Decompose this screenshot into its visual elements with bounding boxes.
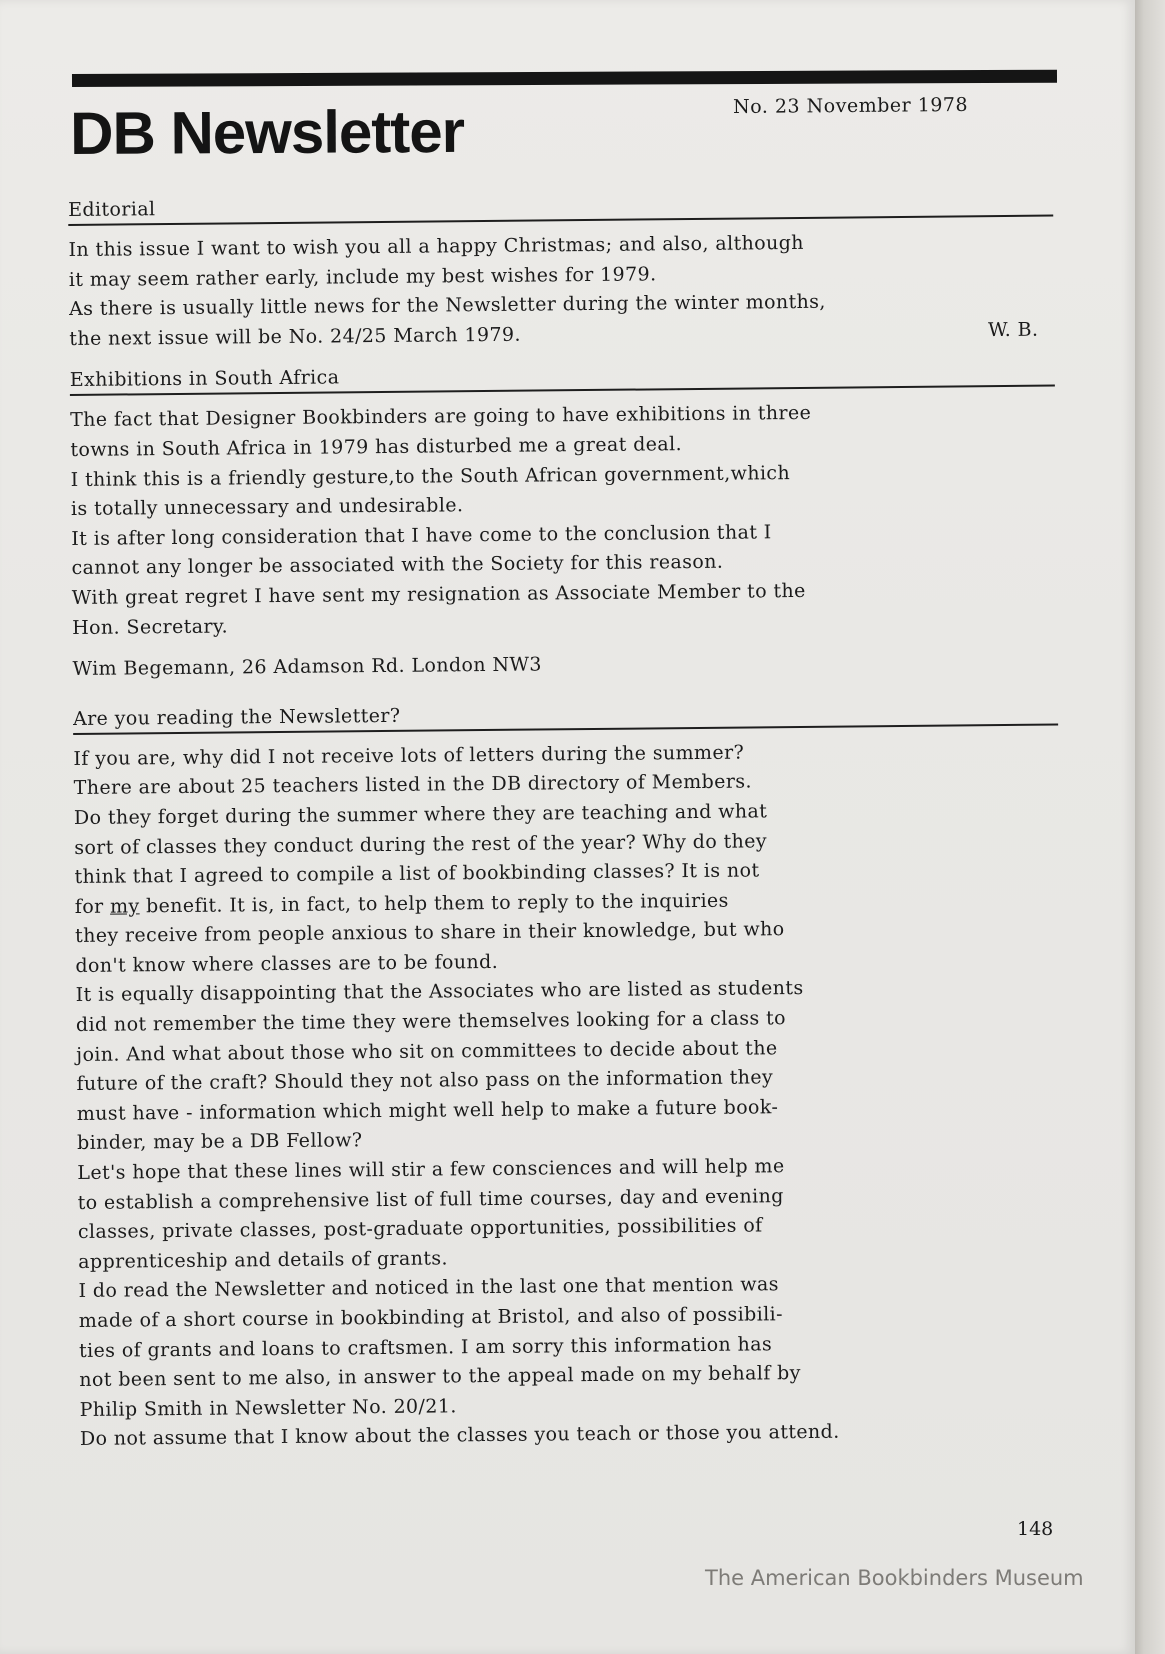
reading-line: join. And what about those who sit on committees to decide about the [76,1036,778,1066]
reading-line: think that I agreed to compile a list of bookbinding classes? It is not [74,859,760,889]
exhibitions-line: I think this is a friendly gesture,to the South African government,which [70,461,791,491]
exhibitions-section [70,357,1078,685]
reading-section [73,695,1085,1455]
issue-number-date: No. 23 November 1978 [733,93,969,118]
reading-line: don't know where classes are to be found. [75,950,499,977]
reading-line: ties of grants and loans to craftsmen. I am sorry this information has [78,1332,773,1362]
reading-line: classes, private classes, post-graduate opportunities, possibilities of [77,1214,763,1244]
editorial-line: As there is usually little news for the Newsletter during the winter months, [68,290,826,321]
exhibitions-line: The fact that Designer Bookbinders are going to have exhibitions in three [70,402,812,432]
exhibitions-line: towns in South Africa in 1979 has disturbed me a great deal. [70,433,683,461]
reading-line: they receive from people anxious to share in their knowledge, but who [75,918,785,948]
page-number: 148 [1017,1518,1054,1540]
editorial-line: In this issue I want to wish you all a happy Christmas; and also, although [68,231,804,261]
reading-line: Do not assume that I know about the classes you teach or those you attend. [79,1421,840,1451]
reading-line: future of the craft? Should they not also pass on the information they [76,1066,774,1096]
editor-signature: W. B. [987,318,1039,341]
emphasis-post: benefit. It is, in fact, to help them to reply to the inquiries [139,889,729,918]
editorial-section [68,186,1074,354]
reading-line: Do they forget during the summer where they are teaching and what [73,800,768,829]
emphasis-pre: for [74,895,111,918]
reading-line: to establish a comprehensive list of full time courses, day and evening [77,1184,784,1214]
reading-line: Let's hope that these lines will stir a few consciences and will help me [77,1155,785,1184]
editorial-line: it may seem rather early, include my best wishes for 1979. [68,262,657,291]
reading-line: binder, may be a DB Fellow? [76,1129,363,1155]
reading-line: It is equally disappointing that the Associates who are listed as students [75,977,804,1007]
exhibitions-line: It is after long consideration that I have come to the conclusion that I [71,521,772,550]
reading-line: There are about 25 teachers listed in the DB directory of Members. [73,770,753,800]
exhibitions-heading: Exhibitions in South Africa [70,357,1055,396]
editorial-heading: Editorial [68,187,1053,226]
article-column [68,186,1085,1455]
reading-line: I do read the Newsletter and noticed in the last one that mention was [78,1273,779,1303]
reading-heading: Are you reading the Newsletter? [73,695,1058,734]
reading-line: sort of classes they conduct during the rest of the year? Why do they [74,829,768,859]
underlined-my: my [109,895,140,918]
exhibitions-line: With great regret I have sent my resignation as Associate Member to the [71,579,806,609]
exhibitions-line: Hon. Secretary. [72,615,229,639]
reading-line: made of a short course in bookbinding at Bristol, and also of possibili- [78,1303,784,1332]
newsletter-title: DB Newsletter [69,97,465,167]
author-address: Wim Begemann, 26 Adamson Rd. London NW3 [72,653,542,681]
underlying-page-edge [1135,0,1165,1654]
reading-line: must have - information which might well help to make a future book- [76,1096,779,1125]
reading-line: If you are, why did I not receive lots of letters during the summer? [73,741,745,770]
exhibitions-line: is totally unnecessary and undesirable. [70,494,464,521]
reading-line: not been sent to me also, in answer to the appeal made on my behalf by [79,1362,801,1392]
reading-line: Philip Smith in Newsletter No. 20/21. [79,1395,457,1421]
reading-line: apprenticeship and details of grants. [78,1247,449,1273]
museum-credit-watermark: The American Bookbinders Museum [705,1566,1084,1590]
editorial-line: the next issue will be No. 24/25 March 1979. [69,323,521,350]
reading-line: did not remember the time they were themselves looking for a class to [75,1007,787,1037]
exhibitions-line: cannot any longer be associated with the Society for this reason. [71,551,724,580]
